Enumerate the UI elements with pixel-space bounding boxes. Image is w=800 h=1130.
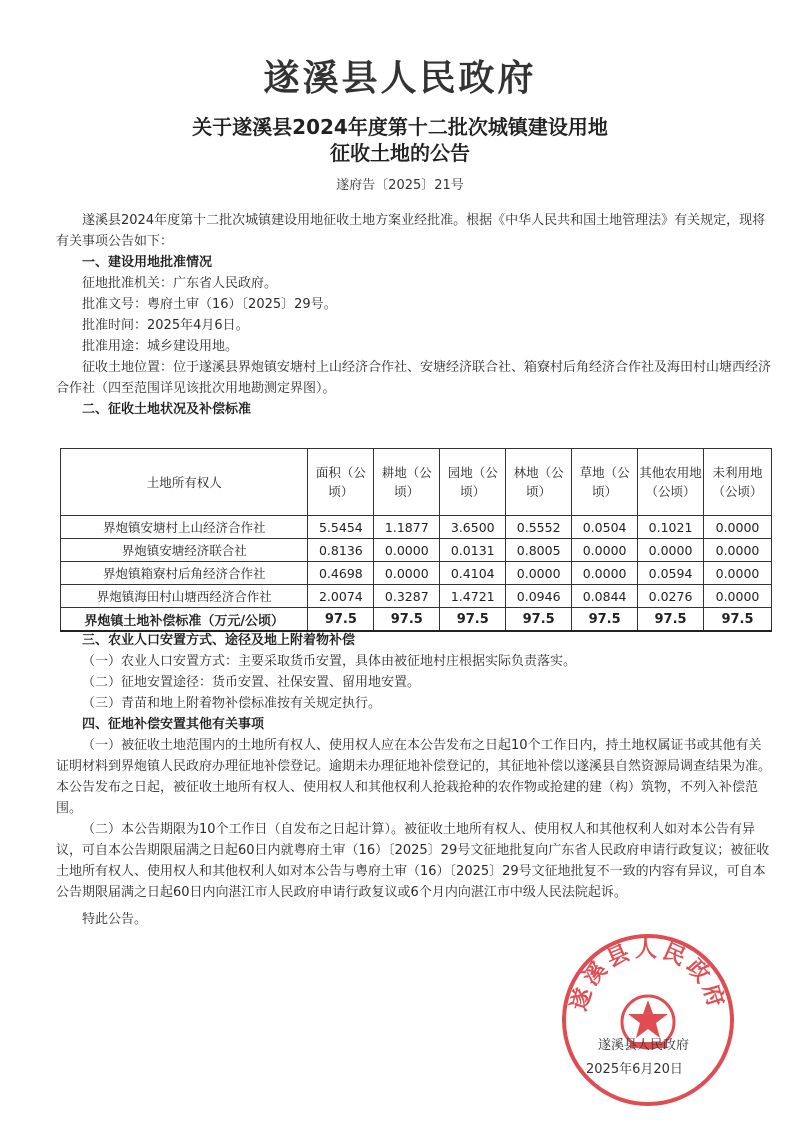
header-forest: 林地（公顷） <box>506 449 572 516</box>
document-title <box>0 114 800 166</box>
issuer-name: 遂溪县人民政府 <box>263 58 537 99</box>
standard-value: 97.5 <box>308 608 374 632</box>
land-location: 征收土地位置：位于遂溪县界炮镇安塘村上山经济合作社、安塘经济联合社、箱寮村后角经济合作社及海田村山塘西经济合作社（四至范围详见该批次用地勘测定界图）。 <box>56 360 772 396</box>
cell-unused: 0.0000 <box>704 585 772 608</box>
header-other-ag: 其他农用地（公顷） <box>638 449 704 516</box>
approval-doc: 批准文号：粤府土审（16）〔2025〕29号。 <box>82 297 337 312</box>
standard-value: 97.5 <box>440 608 506 632</box>
cell-forest: 0.5552 <box>506 516 572 539</box>
standard-value: 97.5 <box>572 608 638 632</box>
section3-item1: （一）农业人口安置方式：主要采取货币安置，具体由被征地村庄根据实际负责落实。 <box>82 654 577 669</box>
cell-other-ag: 0.0276 <box>638 585 704 608</box>
cell-other-ag: 0.0594 <box>638 562 704 585</box>
cell-other-ag: 0.0000 <box>638 539 704 562</box>
cell-unused: 0.0000 <box>704 562 772 585</box>
section2-heading: 二、征收土地状况及补偿标准 <box>82 402 252 417</box>
header-area: 面积（公顷） <box>308 449 374 516</box>
cell-grass: 0.0000 <box>572 539 638 562</box>
table-row <box>61 585 772 608</box>
cell-unused: 0.0000 <box>704 539 772 562</box>
approval-use: 批准用途：城乡建设用地。 <box>82 339 239 354</box>
standard-label: 界炮镇土地补偿标准（万元/公顷） <box>61 608 308 632</box>
section3-heading: 三、农业人口安置方式、途径及地上附着物补偿 <box>82 633 356 648</box>
cell-unused: 0.0000 <box>704 516 772 539</box>
intro-paragraph: 遂溪县2024年度第十二批次城镇建设用地征收土地方案业经批准。根据《中华人民共和国土地管理法》有关规定，现将有关事项公告如下： <box>56 213 766 249</box>
cell-garden: 1.4721 <box>440 585 506 608</box>
cell-farmland: 0.0000 <box>374 539 440 562</box>
table-row <box>61 562 772 585</box>
compensation-table <box>60 448 772 632</box>
cell-owner: 界炮镇箱寮村后角经济合作社 <box>61 562 308 585</box>
closing: 特此公告。 <box>82 912 148 927</box>
cell-forest: 0.0000 <box>506 562 572 585</box>
header-owner: 土地所有权人 <box>61 449 308 516</box>
cell-owner: 界炮镇安塘村上山经济合作社 <box>61 516 308 539</box>
cell-other-ag: 0.1021 <box>638 516 704 539</box>
standard-value: 97.5 <box>704 608 772 632</box>
signature-date: 2025年6月20日 <box>586 1062 683 1077</box>
header-farmland: 耕地（公顷） <box>374 449 440 516</box>
official-seal <box>558 930 738 1110</box>
cell-farmland: 0.3287 <box>374 585 440 608</box>
cell-area: 2.0074 <box>308 585 374 608</box>
compensation-standard-row <box>61 608 772 632</box>
table-row <box>61 516 772 539</box>
body-lower <box>56 630 772 930</box>
section3-item2: （二）征地安置途径：货币安置、社保安置、留用地安置。 <box>82 675 421 690</box>
standard-value: 97.5 <box>374 608 440 632</box>
cell-owner: 界炮镇安塘经济联合社 <box>61 539 308 562</box>
header-garden: 园地（公顷） <box>440 449 506 516</box>
title-line-2: 征收土地的公告 <box>330 141 470 165</box>
header-unused: 未利用地（公顷） <box>704 449 772 516</box>
approval-authority: 征地批准机关：广东省人民政府。 <box>82 276 278 291</box>
section1-heading: 一、建设用地批准情况 <box>82 255 213 270</box>
standard-value: 97.5 <box>506 608 572 632</box>
cell-area: 5.5454 <box>308 516 374 539</box>
seal-text: 遂溪县人民政府 <box>566 937 730 1014</box>
cell-garden: 3.6500 <box>440 516 506 539</box>
section4-para2: （二）本公告期限为10个工作日（自发布之日起计算）。被征收土地所有权人、使用权人和其他权利人如对本公告有异议，可自本公告期限届满之日起60日内就粤府土审（16）〔2025〕29号文征地批复向广东省人民政府申请行政复议；被征收土地所有权人、使用权人和其他权利人如对本公告与粤府土审（16）〔2025〕29号文征地批复不一致的内容有异议，可自本公告期限届满之日起60日内向湛江市人民政府申请行政复议或6个月内向湛江市中级人民法院起诉。 <box>56 822 770 900</box>
cell-area: 0.8136 <box>308 539 374 562</box>
cell-owner: 界炮镇海田村山塘西经济合作社 <box>61 585 308 608</box>
standard-value: 97.5 <box>638 608 704 632</box>
cell-farmland: 0.0000 <box>374 562 440 585</box>
table-row <box>61 539 772 562</box>
table-header-row <box>61 449 772 516</box>
signature-org: 遂溪县人民政府 <box>598 1038 690 1053</box>
cell-grass: 0.0000 <box>572 562 638 585</box>
approval-date: 批准时间：2025年4月6日。 <box>82 318 249 333</box>
cell-garden: 0.4104 <box>440 562 506 585</box>
body-upper <box>56 210 772 420</box>
cell-forest: 0.8005 <box>506 539 572 562</box>
section3-item3: （三）青苗和地上附着物补偿标准按有关规定执行。 <box>82 696 382 711</box>
cell-grass: 0.0504 <box>572 516 638 539</box>
title-line-1: 关于遂溪县2024年度第十二批次城镇建设用地 <box>192 115 608 139</box>
cell-garden: 0.0131 <box>440 539 506 562</box>
cell-farmland: 1.1877 <box>374 516 440 539</box>
cell-forest: 0.0946 <box>506 585 572 608</box>
cell-grass: 0.0844 <box>572 585 638 608</box>
section4-heading: 四、征地补偿安置其他有关事项 <box>82 717 265 732</box>
header-grass: 草地（公顷） <box>572 449 638 516</box>
document-number: 遂府告〔2025〕21号 <box>336 178 464 193</box>
section4-para1: （一）被征收土地范围内的土地所有权人、使用权人应在本公告发布之日起10个工作日内，持土地权属证书或其他有关证明材料到界炮镇人民政府办理征地补偿登记。逾期未办理征地补偿登记的，其征地补偿以遂溪县自然资源局调查结果为准。本公告发布之日起，被征收土地所有权人、使用权人和其他权利人抢栽抢种的农作物或抢建的建（构）筑物，不列入补偿范围。 <box>56 738 772 816</box>
cell-area: 0.4698 <box>308 562 374 585</box>
